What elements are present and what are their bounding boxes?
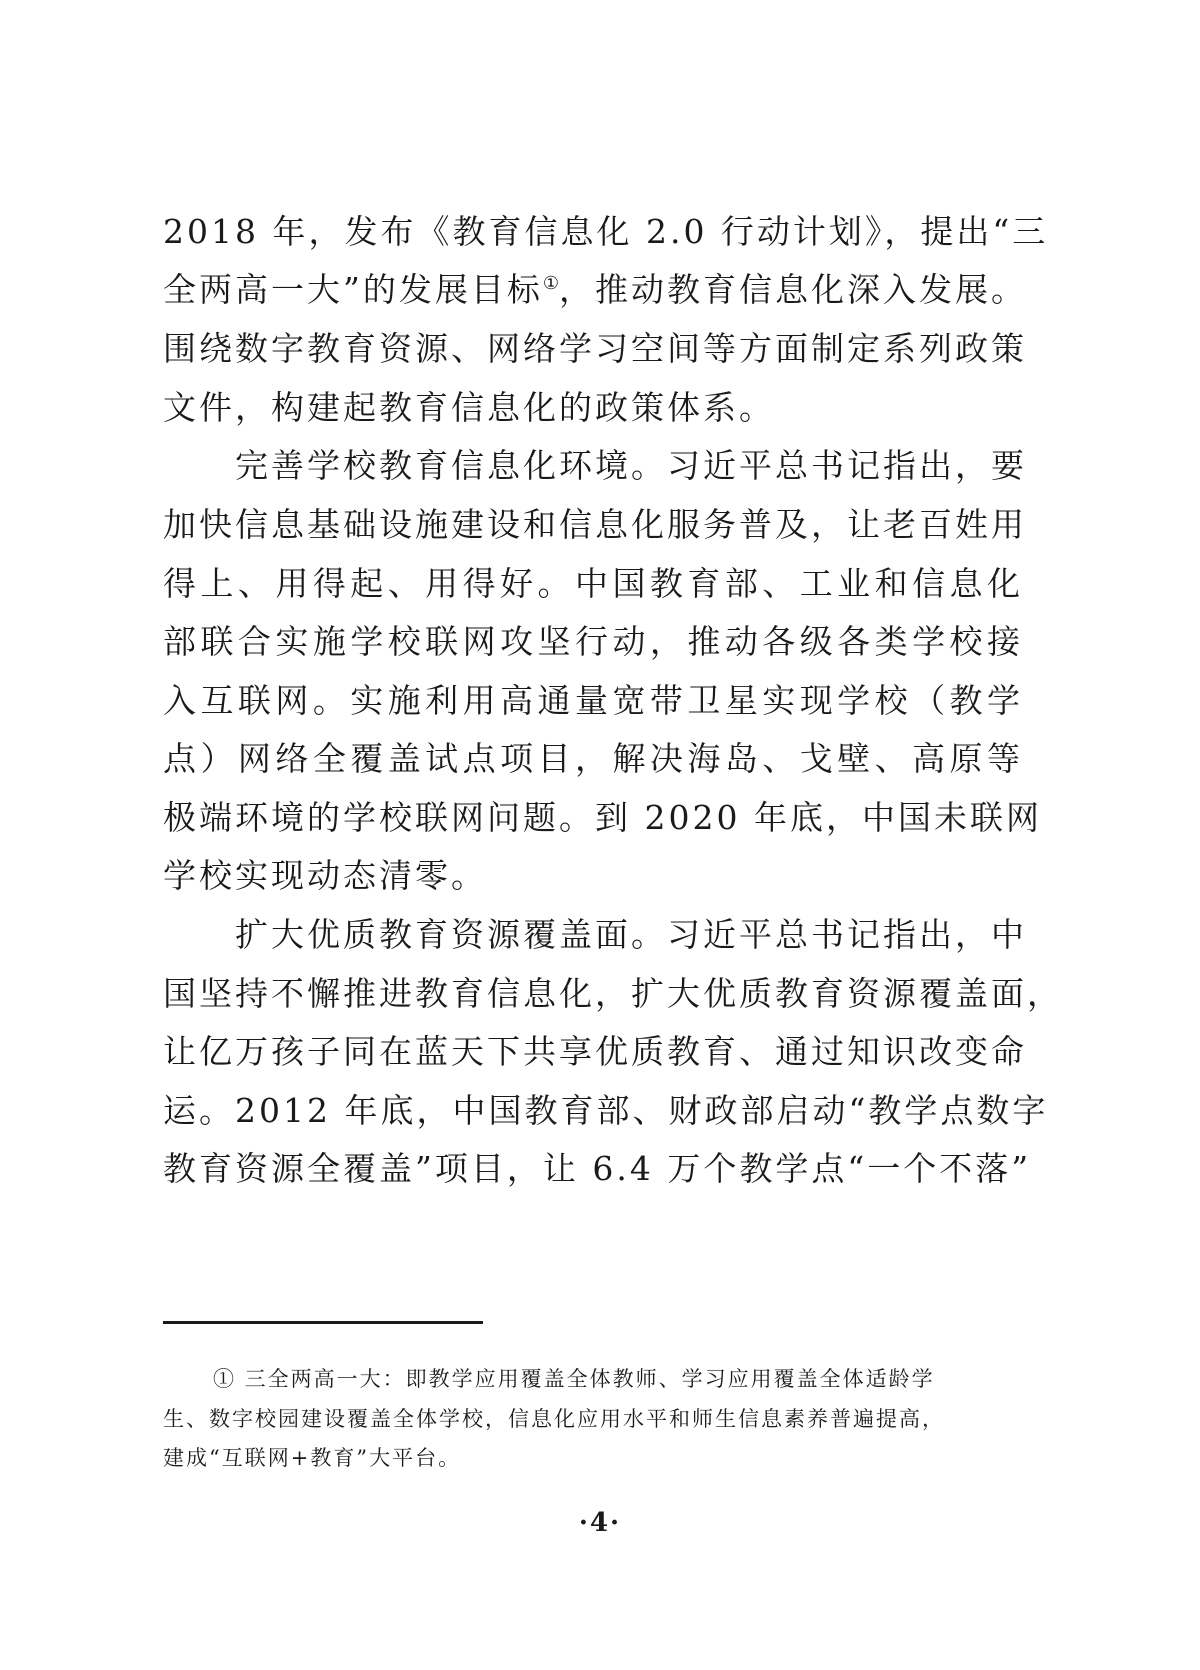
- body-line-6: 加快信息基础设施建设和信息化服务普及，让老百姓用: [163, 505, 1027, 544]
- body-line-14: 国坚持不懈推进教育信息化，扩大优质教育资源覆盖面，: [163, 974, 1063, 1013]
- body-line-12: 学校实现动态清零。: [163, 856, 487, 895]
- footnote-line-3: 建成“互联网+教育”大平台。: [163, 1446, 462, 1470]
- body-line-10: 点）网络全覆盖试点项目，解决海岛、戈壁、高原等: [163, 739, 1023, 778]
- body-line-2: [163, 270, 1028, 310]
- body-line-11: 极端环境的学校联网问题。到 2020 年底，中国未联网: [163, 798, 1042, 837]
- body-line-2-text: 全两高一大”的发展目标: [163, 270, 543, 309]
- page-number: ·4·: [578, 1508, 622, 1538]
- body-line-5: 完善学校教育信息化环境。习近平总书记指出，要: [235, 446, 1027, 485]
- body-line-13: 扩大优质教育资源覆盖面。习近平总书记指出，中: [235, 915, 1027, 954]
- body-line-2-rest: ，推动教育信息化深入发展。: [559, 270, 1028, 309]
- footnote-separator: [163, 1321, 483, 1324]
- body-line-8: 部联合实施学校联网攻坚行动，推动各级各类学校接: [163, 622, 1023, 661]
- body-line-9: 入互联网。实施利用高通量宽带卫星实现学校（教学: [163, 681, 1023, 720]
- body-line-1: 2018 年，发布《教育信息化 2.0 行动计划》，提出“三: [163, 212, 1049, 251]
- body-line-3: 围绕数字教育资源、网络学习空间等方面制定系列政策: [163, 329, 1027, 368]
- body-line-16: 运。2012 年底，中国教育部、财政部启动“教学点数字: [163, 1091, 1049, 1130]
- body-line-4: 文件，构建起教育信息化的政策体系。: [163, 388, 775, 427]
- footnote-line-1: ① 三全两高一大：即教学应用覆盖全体教师、学习应用覆盖全体适龄学: [213, 1367, 935, 1391]
- footnote-line-2: 生、数字校园建设覆盖全体学校，信息化应用水平和师生信息素养普遍提高，: [163, 1407, 945, 1431]
- body-line-7: 得上、用得起、用得好。中国教育部、工业和信息化: [163, 564, 1023, 603]
- footnote-reference[interactable]: ①: [542, 273, 560, 294]
- body-line-17: 教育资源全覆盖”项目，让 6.4 万个教学点“一个不落”: [163, 1149, 1032, 1188]
- body-line-15: 让亿万孩子同在蓝天下共享优质教育、通过知识改变命: [163, 1032, 1027, 1071]
